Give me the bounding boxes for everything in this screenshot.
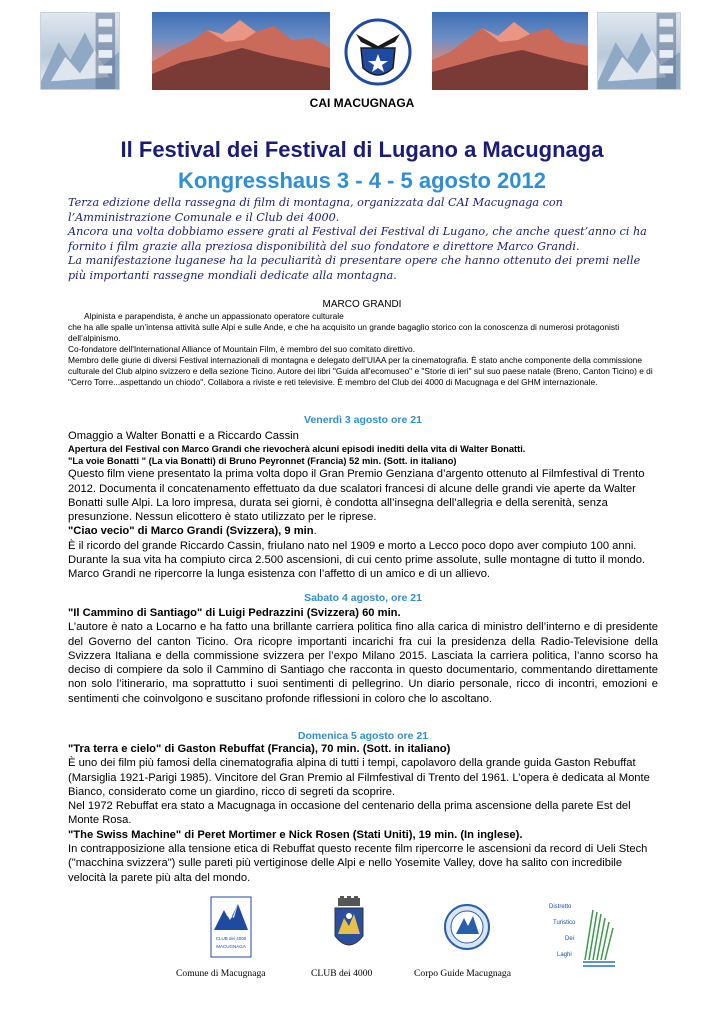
cai-macugnaga-label: CAI MACUGNAGA: [309, 96, 415, 110]
day2-date: Sabato 4 agosto, ore 21: [304, 592, 422, 604]
comune-coat-of-arms: [332, 896, 366, 958]
day1-section: [68, 414, 658, 582]
day3-film1-title: "Tra terra e cielo" di Gaston Rebuffat (Francia), 70 min. (Sott. in italiano): [68, 743, 451, 755]
bio-line: Co-fondatore dell'International Alliance of Mountain Film, è membro del suo comitato direttivo.: [68, 344, 416, 354]
day1-opening: Apertura del Festival con Marco Grandi che rievocherà alcuni episodi inediti della vita di Walter Bonatti.: [68, 444, 526, 455]
footer-comune: Comune di Macugnaga: [176, 968, 266, 979]
day3-date: Domenica 5 agosto ore 21: [297, 730, 429, 742]
svg-text:Turistico: Turistico: [553, 920, 576, 926]
day3-film2-desc: In contrapposizione alla tensione etica di Rebuffat questo recente film ripercorre le ascensioni da record di Ueli Stech ("macchina svizzera") sulle pareti più vertiginose delle Alpi e nello Yosemite Valley, dove ha salito con incredibile velocità la parete più alta del mondo.: [68, 843, 648, 884]
svg-text:Distretto: Distretto: [549, 904, 572, 910]
mountain-sunset-photo-right: [432, 12, 588, 90]
svg-text:CLUB dei 4000: CLUB dei 4000: [215, 936, 247, 941]
bio-line: Alpinista e parapendista, è anche un appassionato operatore culturale: [84, 311, 344, 321]
page-subtitle: Kongresshaus 3 - 4 - 5 agosto 2012: [177, 168, 547, 193]
day1-tribute: Omaggio a Walter Bonatti e a Riccardo Cassin: [68, 430, 299, 442]
marco-grandi-bio: [68, 311, 668, 388]
day3-section: [68, 730, 658, 885]
day1-date: Venerdì 3 agosto ore 21: [304, 414, 422, 426]
day2-film-desc: L’autore è nato a Locarno e ha fatto una brillante carriera politica fino alla carica di ministro dell’interno e di presidente del Governo del canton Ticino. Ora ricopre importanti incarichi fra cui la presidenza della Radio-Televisione della Svizzera Italiana e della commissione svizzera per l’expo Milano 2015. Lasciata la carriera politica, l’anno scorso ha deciso di compiere da solo il Cammino di Santiago che racconta in questo documentario, commentando direttamente non solo l’itinerario, ma soprattutto i suoi sentimenti di pellegrino. Un diario personale, ricco di incontri, emozioni e sentimenti che coinvolgono e suscitano profonde riflessioni in coloro che lo ascoltano.: [68, 621, 658, 705]
svg-text:MACUGNAGA: MACUGNAGA: [216, 944, 246, 949]
corpo-guide-emblem: [442, 896, 492, 958]
day1-film2-title: "Ciao vecio" di Marco Grandi (Svizzera), 9 min: [68, 525, 314, 538]
day3-film1-desc: È uno dei film più famosi della cinematografia alpina di tutti i tempi, capolavoro della grande guida Gaston Rebuffat (Marsiglia 1921-Parigi 1985). Vincitore del Gran Premio al Filmfestival di Trento del 1961. L’opera è dedicata al Monte Bianco, considerato come un giardino, ricco di segreti da scoprire.: [68, 757, 650, 798]
film-festival-banner-right: [597, 12, 681, 90]
footer-guide: Corpo Guide Macugnaga: [414, 968, 511, 979]
distretto-laghi-logo: [545, 890, 617, 970]
day1-film2-desc: È il ricordo del grande Riccardo Cassin, friulano nato nel 1909 e morto a Lecco poco dopo aver compiuto 100 anni. Durante la sua vita ha compiuto circa 2.500 ascensioni, di cui cento prime assolute, sulle montagne di tutto il mondo. Marco Grandi ne ripercorre la lunga esistenza con l’affetto di un amico e di un allievo.: [68, 539, 646, 581]
mountain-sunset-photo-left: [152, 12, 330, 90]
day2-film-title: "Il Cammino di Santiago" di Luigi Pedrazzini (Svizzera) 60 min.: [68, 607, 401, 619]
bio-line: che ha alle spalle un’intensa attività sulle Alpi e sulle Ande, e che ha acquisito un grande bagaglio storico con la conoscenza di numerosi protagonisti dell’alpinismo.: [68, 322, 620, 343]
day1-film2-title-line: [68, 524, 658, 538]
day1-film2-title-end: .: [313, 525, 317, 538]
day1-film1-desc: Questo film viene presentato la prima volta dopo il Gran Premio Genziana d’argento ottenuto al Filmfestival di Trento 2012. Documenta il concatenamento effettuato da due scalatori francesi di alcune delle grandi vie aperte da Walter Bonatti sulle Alpi. La loro impresa, durata sei giorni, è condotta all’insegna dell’allegria e della serenità, senza presunzione. Nessun elicottero è stato utilizzato per le riprese.: [68, 468, 645, 524]
intro-line: Ancora una volta dobbiamo essere grati al Festival dei Festival di Lugano, che anche quest’anno ci ha fornito i film grazie alla preziosa disponibilità del suo fondatore e direttore Marco Grandi.: [68, 225, 647, 253]
day3-film1-note: Nel 1972 Rebuffat era stato a Macugnaga in occasione del centenario della prima ascensione della parete Est del Monte Rosa.: [68, 800, 631, 827]
film-festival-banner-left: [40, 12, 120, 90]
intro-line: La manifestazione luganese ha la peculiarità di presentare opere che hanno ottenuto dei premi nelle più importanti rassegne mondiali dedicate alla montagna.: [68, 254, 641, 282]
day3-film2-title: "The Swiss Machine" di Peret Mortimer e Nick Rosen (Stati Uniti), 19 min. (In inglese).: [68, 828, 523, 841]
club-4000-logo: [210, 896, 252, 958]
day2-section: [68, 592, 658, 706]
day1-film1-title: "La voie Bonatti " (La via Bonatti) di Bruno Peyronnet (Francia) 52 min. (Sott. in italiano): [68, 456, 457, 467]
svg-text:Laghi: Laghi: [557, 952, 572, 958]
intro-paragraph: [68, 196, 658, 284]
intro-line: Terza edizione della rassegna di film di montagna, organizzata dal CAI Macugnaga con l’Amministrazione Comunale e il Club dei 4000.: [68, 196, 563, 224]
footer-club: CLUB dei 4000: [311, 968, 373, 979]
bio-line: Membro delle giurie di diversi Festival internazionali di montagna e delegato dell’UIAA per la cinematografia. È stato anche componente della commissione culturale del Club alpino svizzero e della sezione Ticino. Autore dei libri "Guida all'ecomuseo" e "Storie di ieri" sul suo paese natale (Breno, Canton Ticino) e di "Cerro Torre...aspettando un chiodo". Collabora a riviste e reti televisive. È membro del Club dei 4000 di Macugnaga e del GHM internazionale.: [68, 355, 653, 387]
cai-crest-logo: [339, 12, 417, 90]
svg-text:Dei: Dei: [565, 936, 575, 942]
marco-grandi-heading: MARCO GRANDI: [322, 299, 402, 310]
page-title: Il Festival dei Festival di Lugano a Macugnaga: [120, 137, 604, 162]
